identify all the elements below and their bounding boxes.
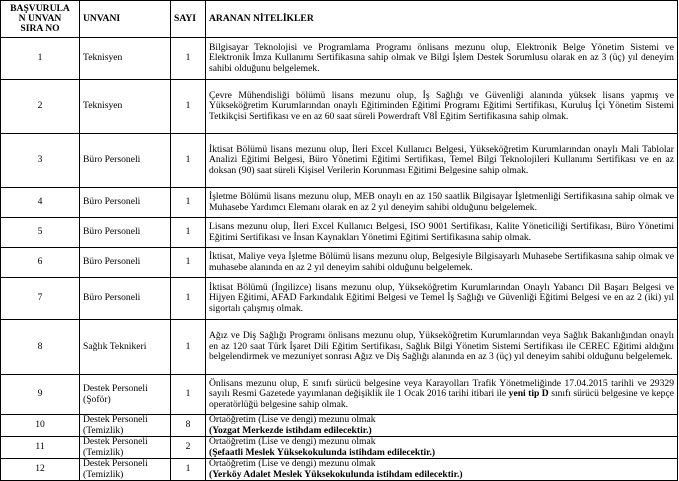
table-row — [1, 437, 678, 459]
header-title: UNVANI — [80, 1, 171, 38]
table-row — [1, 80, 678, 134]
table-row — [1, 188, 678, 218]
row-requirements: Bilgisayar Teknolojisi ve Programlama Programı önlisans mezunu olup, Elektronik Belge Yönetim Sistemi ve Elektronik İmza Kullanımı Sertifikasına sahip olmak ve Bilgi İşlem Destek Sorumlusu olarak en az 3 (üç) yıl deneyim sahibi olduğunu belgelemek. — [206, 38, 678, 80]
header-count: SAYI — [171, 1, 206, 38]
row-title: Sağlık Teknikeri — [80, 320, 171, 375]
row-no: 7 — [1, 278, 80, 320]
row-no: 5 — [1, 218, 80, 248]
row-title: Büro Personeli — [80, 218, 171, 248]
row-count: 1 — [171, 80, 206, 134]
row-title: Teknisyen — [80, 80, 171, 134]
row-count: 1 — [171, 320, 206, 375]
table-row — [1, 320, 678, 375]
table-row — [1, 218, 678, 248]
row-count: 2 — [171, 437, 206, 459]
table-row — [1, 415, 678, 437]
row-count: 1 — [171, 459, 206, 481]
row-title: Destek Personeli (Temizlik) — [80, 459, 171, 481]
row-requirements: İktisat Bölümü (İngilizce) lisans mezunu olup, Yükseköğretim Kurumlarından Onaylı Yabancı Dil Başarı Belgesi ve Hijyen Eğitimi, AFAD Farkındalık Eğitimi Belgesi ve Temel İş Sağlığı ve Güvenliği Eğitimi Belgesi ve en az 2 (iki) yıl sigortalı çalışmış olmak. — [206, 278, 678, 320]
row-count: 1 — [171, 38, 206, 80]
row-requirements: Ortaöğretim (Lise ve dengi) mezunu olmak (Yerköy Adalet Meslek Yüksekokulunda istihdam edilecektir.) — [206, 459, 678, 481]
row-title: Destek Personeli (Temizlik) — [80, 437, 171, 459]
row-title: Büro Personeli — [80, 278, 171, 320]
row-no: 8 — [1, 320, 80, 375]
row-no: 6 — [1, 248, 80, 278]
row-requirements: Çevre Mühendisliği bölümü lisans mezunu olup, İş Sağlığı ve Güvenliği alanında yüksek lisans yapmış ve Yükseköğretim Kurumlarından onaylı Eğitiminden Eğitimi Programı Eğitimi Sertifikası, Kuruluş İçi Yönetim Sistemi Tetkikçisi Sertifikası ve en az 60 saat süreli Powerdraft V8İ Eğitim Sertifikasına sahip olmak. — [206, 80, 678, 134]
row-title: Büro Personeli — [80, 134, 171, 188]
row-count: 1 — [171, 248, 206, 278]
row-count: 1 — [171, 188, 206, 218]
row-no: 2 — [1, 80, 80, 134]
table-row — [1, 134, 678, 188]
row-requirements: İktisat Bölümü lisans mezunu olup, İleri Excel Kullanıcı Belgesi, Yükseköğretim Kurumlarından onaylı Mali Tablolar Analizi Eğitimi Belgesi, Büro Yönetimi Eğitimi Sertifikası, Temel Bilgi Teknolojileri Kullanımı Sertifikası ve en az doksan (90) saat süreli Kişisel Verilerin Korunması Eğitimi Belgesine sahip olmak. — [206, 134, 678, 188]
table-row — [1, 38, 678, 80]
table-row — [1, 375, 678, 415]
row-title: Destek Personeli (Temizlik) — [80, 415, 171, 437]
row-assignment: (Yozgat Merkezde istihdam edilecektir.) — [209, 424, 372, 436]
row-title: Destek Personeli (Şoför) — [80, 375, 171, 415]
row-no: 4 — [1, 188, 80, 218]
table-row — [1, 278, 678, 320]
header-application-no: BAŞVURULA N UNVAN SIRA NO — [1, 1, 80, 38]
row-count: 8 — [171, 415, 206, 437]
row-title: Büro Personeli — [80, 248, 171, 278]
row-assignment: (Şefaatli Meslek Yüksekokulunda istihdam edilecektir.) — [209, 446, 436, 458]
row-count: 1 — [171, 375, 206, 415]
row-count: 1 — [171, 278, 206, 320]
row-assignment: (Yerköy Adalet Meslek Yüksekokulunda istihdam edilecektir.) — [209, 468, 463, 480]
row-requirements: Ortaöğretim (Lise ve dengi) mezunu olmak (Şefaatli Meslek Yüksekokulunda istihdam edilecektir.) — [206, 437, 678, 459]
table-row — [1, 248, 678, 278]
row-count: 1 — [171, 218, 206, 248]
row-no: 1 — [1, 38, 80, 80]
row-no: 3 — [1, 134, 80, 188]
row-title: Büro Personeli — [80, 188, 171, 218]
row-requirements: Ağız ve Diş Sağlığı Programı önlisans mezunu olup, Yükseköğretim Kurumlarından veya Sağlık Bakanlığından onaylı en az 120 saat Türk İşaret Dili Eğitim Sertifikası, Sağlık Bilgi Yönetim Sistemi Sertifikası ile CEREC Eğitimi aldığını belgelendirmek ve mezuniyet sonrası Ağız ve Diş Sağlığı alanında en az 3 (üç) yıl deneyim sahibi olduğunu belgelemek. — [206, 320, 678, 375]
row-no: 10 — [1, 415, 80, 437]
table-header-row — [1, 1, 678, 38]
row-no: 12 — [1, 459, 80, 481]
row-no: 9 — [1, 375, 80, 415]
row-title: Teknisyen — [80, 38, 171, 80]
row-requirements: Önlisans mezunu olup, E sınıfı sürücü belgesine veya Karayolları Trafik Yönetmeliğinde 17.04.2015 tarihli ve 29329 sayılı Resmi Gazetede yayımlanan değişiklik ile 1 Ocak 2016 tarihi itibari ile yeni tip D sınıfı sürücü belgesine ve kepçe operatörlüğü belgesine sahip olmak. — [206, 375, 678, 415]
row-count: 1 — [171, 134, 206, 188]
header-requirements: ARANAN NİTELİKLER — [206, 1, 678, 38]
row-requirements: Lisans mezunu olup, İleri Excel Kullanıcı Belgesi, ISO 9001 Sertifikası, Kalite Yöneticiliği Sertifikası, Büro Yönetimi Eğitimi Sertifikası ve İnsan Kaynakları Yönetimi Eğitimi Sertifikasına sahip olmak. — [206, 218, 678, 248]
row-requirements: Ortaöğretim (Lise ve dengi) mezunu olmak (Yozgat Merkezde istihdam edilecektir.) — [206, 415, 678, 437]
row-requirements: İşletme Bölümü lisans mezunu olup, MEB onaylı en az 150 saatlik Bilgisayar İşletmenliği Sertifikasına sahip olmak ve Muhasebe Yardımcı Elemanı olarak en az 2 yıl deneyim sahibi olduğunu belgelemek. — [206, 188, 678, 218]
row-requirements: İktisat, Maliye veya İşletme Bölümü lisans mezunu olup, Belgesiyle Bilgisayarlı Muhasebe Sertifikasına sahip olmak ve muhasebe alanında en az 2 yıl deneyim sahibi olduğunu belgelemek. — [206, 248, 678, 278]
table-row — [1, 459, 678, 481]
row-no: 11 — [1, 437, 80, 459]
